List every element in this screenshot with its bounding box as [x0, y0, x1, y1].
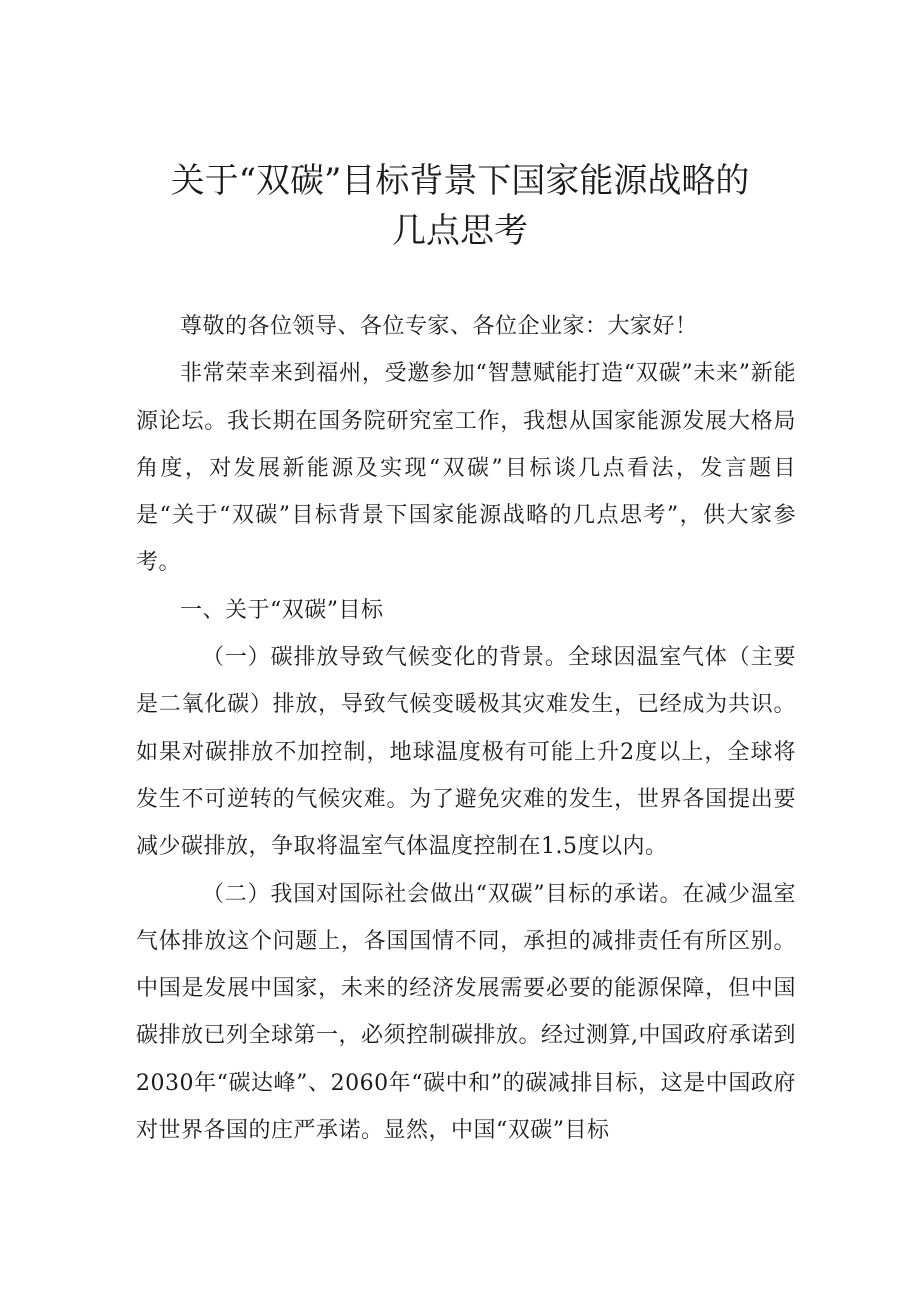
subsection-paragraph-1: （一）碳排放导致气候变化的背景。全球因温室气体（主要是二氧化碳）排放，导致气候变暖极其灾难发生，已经成为共识。如果对碳排放不加控制，地球温度极有可能上升2度以上，全球将发生不可逆转的气候灾难。为了避免灾难的发生，世界各国提出要减少碳排放，争取将温室气体温度控制在1.5度以内。: [136, 645, 796, 860]
document-body: [136, 303, 796, 1154]
document-title-line-1: 关于“双碳”目标背景下国家能源战略的: [170, 161, 750, 201]
document-title-line-2: 几点思考: [392, 211, 528, 251]
section-heading: 一、关于“双碳”目标: [180, 597, 384, 623]
intro-paragraph: 非常荣幸来到福州，受邀参加“智慧赋能打造“双碳”未来”新能源论坛。我长期在国务院研究室工作，我想从国家能源发展大格局角度，对发展新能源及实现“双碳”目标谈几点看法，发言题目是“关于“双碳”目标背景下国家能源战略的几点思考”，供大家参考。: [136, 361, 796, 576]
subsection-paragraph-2: （二）我国对国际社会做出“双碳”目标的承诺。在减少温室气体排放这个问题上，各国国情不同，承担的减排责任有所区别。中国是发展中国家，未来的经济发展需要必要的能源保障，但中国碳排放已列全球第一，必须控制碳排放。经过测算,中国政府承诺到2030年“碳达峰”、2060年“碳中和”的碳减排目标，这是中国政府对世界各国的庄严承诺。显然，中国“双碳”目标: [136, 881, 796, 1144]
salutation-paragraph: 尊敬的各位领导、各位专家、各位企业家：大家好！: [180, 314, 698, 339]
